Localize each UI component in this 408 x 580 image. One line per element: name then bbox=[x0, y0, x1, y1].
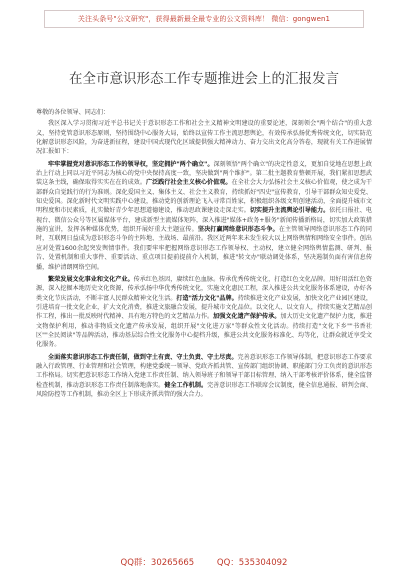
document-title: 在全市意识形态工作专题推进会上的汇报发言 bbox=[69, 71, 339, 87]
section-1-paragraph bbox=[36, 160, 372, 272]
section-2-lead: 繁荣发展文化事业和文化产业。 bbox=[48, 275, 134, 283]
section-3-paragraph bbox=[36, 353, 372, 400]
section-1-lead-4: 坚决打赢网络意识形态斗争。 bbox=[197, 226, 279, 234]
section-3-lead-2: 健全工作机制。 bbox=[164, 381, 208, 389]
section-1-lead-3: 切实提升主流舆论引导能力。 bbox=[249, 207, 330, 215]
section-2-paragraph bbox=[36, 275, 372, 350]
intro-paragraph: 我区深入学习贯彻习近平总书记关于意识形态工作和社会主义精神文明建设的重要论述，深刻领会"两个结合"的重大意义，坚持党管意识形态原则，坚持围绕中心服务大局，始终以宣传工作主流思想舆论，有效传承弘扬优秀传统文化，切实防范化解意识形态风险，为奋进新征程，建设中国式现代化区域提供强大精神动力、奋力交出文化高分答卷，现就有关工作进展情况汇报如下： bbox=[36, 120, 372, 156]
top-banner: 关注头条号"公文研究"，获得最新最全最专业的公文资料库！ 微信：gongwen1 bbox=[44, 10, 364, 28]
section-1-body-3: 依托日报社、电视台、微信公众号等区属媒体平台，建成新型主流媒体矩阵，深入推进"媒体+政务+服务"新闻传播新格局，切实加大政策措施的宣讲，发挥各种媒体优势，组织开展好重大主题宣传。 bbox=[36, 207, 372, 234]
footer bbox=[0, 556, 408, 568]
section-2-body-2: 持续推进文化产业发展，加快文化产业园区建设，引进培育一批文化企业，扩大文化消费，推进文旅融合发展，提升城市文化品位。以文化人、以文育人，持续实施文艺精品创作工程，推出一批反映时代精神、具有地方特色的文艺精品力作。 bbox=[36, 294, 372, 321]
section-1-body-2: 在全社会大力弘扬社会主义核心价值观，使之成为干部群众自觉践行的行为准则。深化爱国主义、集体主义、社会主义教育，持续抓好"四史"宣传教育，引导干部群众知史爱党、知史爱国。深化新时代文明实践中心建设，推动党的创新理论飞入寻常百姓家，积极组织各级文明创建活动，全面提升城市文明程度和市民素质，扎实做好青少年思想道德建设，推动思政课建设走深走实。 bbox=[36, 179, 372, 215]
section-2-lead-3: 加强文化遗产保护传承。 bbox=[213, 313, 281, 321]
footer-qq-group: QQ群：30265665 bbox=[120, 558, 195, 568]
section-1-lead-2: 广泛践行社会主义核心价值观。 bbox=[145, 179, 232, 187]
section-3-body-2: 完善意识形态工作联席会议制度，健全信息通报、研判会商、风险防控等工作机制，推动全区上下形成齐抓共管的强大合力。 bbox=[36, 381, 372, 398]
section-2-body-3: 加大历史文化遗产保护力度，推进文物保护利用，推动非物质文化遗产传承发展，组织开展"文化进万家"等群众性文化活动。持续打造"文化下乡""书香社区""全民阅读"等品牌活动，推动基层综合性文化服务中心提档升级，推进公共文化服务标准化、均等化，让群众就近享受文化服务。 bbox=[36, 313, 372, 349]
greeting: 尊敬的各位领导、同志们： bbox=[36, 109, 110, 116]
section-1-lead: 牢牢掌握党对意识形态工作的领导权，坚定拥护"两个确立"。 bbox=[48, 160, 214, 168]
section-1-body: 深刻领悟"两个确立"的决定性意义，更加自觉地在思想上政治上行动上同以习近平同志为核心的党中央保持高度一致，坚决做到"两个维护"。第二批主题教育整顿开展，我们紧扣思想武装这条主线，确保取得实实在在的成效。 bbox=[36, 160, 372, 187]
document-body bbox=[36, 108, 372, 546]
section-3-lead: 全面落实意识形态工作责任制，做到守土有责、守土负责、守土尽责。 bbox=[48, 353, 238, 361]
section-2-body: 传承红色基因，赓续红色血脉。传承优秀传统文化，打造红色文化品牌。用好用活红色资源，深入挖掘本地历史文化资源，传承弘扬中华优秀传统文化，实施文化惠民工程，深入推进公共文化服务体系建设，办好各类文化节庆活动，不断丰富人民群众精神文化生活。 bbox=[36, 275, 372, 302]
section-1-body-4: 在主管领导网络意识形态工作的同时，互联网日益成为意识形态斗争的主阵地、主战场、最前沿。我区近两年来未发生较大以上网络舆情和网络安全事件。创出应对处置1600余起突发舆情事件。我们要牢牢把握网络意识形态工作领导权、主动权，建立健全网络舆情监测、研判、报告、处置机制和重大事件、重要活动、重点项目提前提前介入机制，推进"转文办"联动调处体系，坚决遏制负面有害信息传播，维护清朗网络空间。 bbox=[36, 226, 372, 271]
footer-qq: QQ：535304092 bbox=[216, 558, 288, 568]
section-3-body: 完善意识形态工作领导体制，把意识形态工作要求融入行政管理、行业管理和社会管理，构建党委统一领导、党政齐抓共管、宣传部门组织协调、职能部门分工负责的意识形态工作格局。切实把意识形态工作纳入党建工作责任制、纳入领导班子和领导干部目标管理、纳入干部考核评价体系，健全监督检查机制，推动意识形态工作责任制落地落实。 bbox=[36, 353, 372, 389]
section-2-lead-2: 打造"活力文化"品牌。 bbox=[176, 294, 238, 302]
